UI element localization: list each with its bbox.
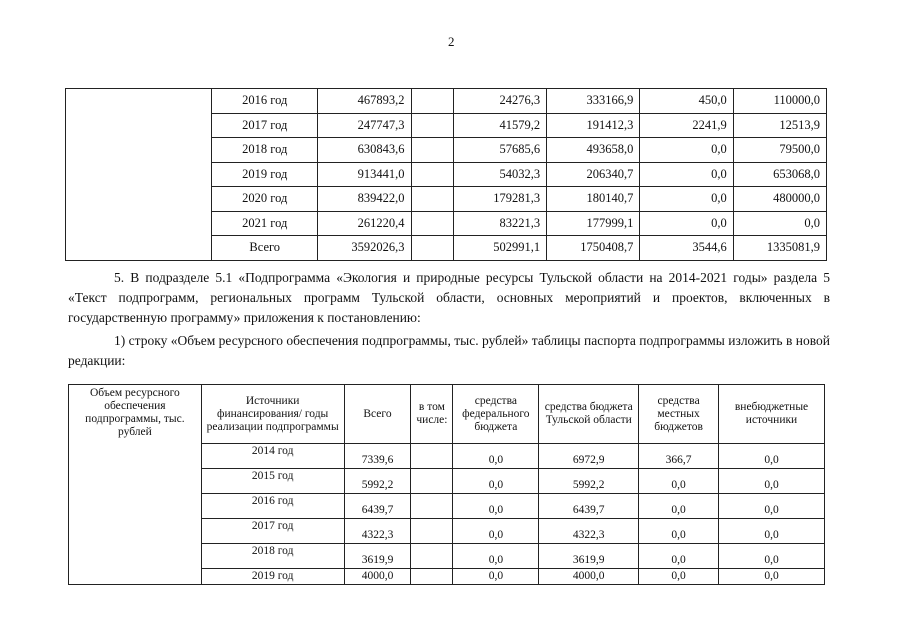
regional-cell: 6972,9 (539, 444, 639, 469)
total-cell: 467893,2 (318, 89, 411, 114)
total-cell: 3619,9 (344, 544, 411, 569)
header-total: Всего (344, 385, 411, 444)
total-cell: 6439,7 (344, 494, 411, 519)
in-that-cell (411, 187, 453, 212)
extra-cell: 480000,0 (733, 187, 826, 212)
local-cell: 0,0 (640, 138, 733, 163)
year-cell: Всего (212, 236, 318, 261)
in-that-cell (411, 236, 453, 261)
regional-cell: 493658,0 (547, 138, 640, 163)
regional-cell: 3619,9 (539, 544, 639, 569)
federal-cell: 0,0 (453, 444, 539, 469)
total-cell: 5992,2 (344, 469, 411, 494)
total-cell: 4000,0 (344, 569, 411, 585)
regional-cell: 191412,3 (547, 113, 640, 138)
in-that-cell (411, 113, 453, 138)
regional-cell: 180140,7 (547, 187, 640, 212)
extra-cell: 79500,0 (733, 138, 826, 163)
header-regional: средства бюджета Тульской области (539, 385, 639, 444)
total-cell: 247747,3 (318, 113, 411, 138)
year-cell: 2017 год (212, 113, 318, 138)
regional-cell: 5992,2 (539, 469, 639, 494)
federal-cell: 0,0 (453, 544, 539, 569)
total-cell: 913441,0 (318, 162, 411, 187)
local-cell: 366,7 (639, 444, 719, 469)
year-cell: 2014 год (201, 444, 344, 469)
header-local: средства местных бюджетов (639, 385, 719, 444)
federal-cell: 179281,3 (453, 187, 546, 212)
header-in-that: в том числе: (411, 385, 453, 444)
extra-cell: 0,0 (719, 469, 825, 494)
in-that-cell (411, 569, 453, 585)
header-federal: средства федерального бюджета (453, 385, 539, 444)
extra-cell: 0,0 (719, 544, 825, 569)
in-that-cell (411, 544, 453, 569)
year-cell: 2016 год (201, 494, 344, 519)
local-cell: 0,0 (639, 519, 719, 544)
header-sources: Источники финансирования/ годы реализации подпрограммы (201, 385, 344, 444)
regional-cell: 4322,3 (539, 519, 639, 544)
regional-cell: 206340,7 (547, 162, 640, 187)
extra-cell: 1335081,9 (733, 236, 826, 261)
regional-cell: 1750408,7 (547, 236, 640, 261)
federal-cell: 24276,3 (453, 89, 546, 114)
local-cell: 0,0 (640, 162, 733, 187)
in-that-cell (411, 469, 453, 494)
federal-cell: 54032,3 (453, 162, 546, 187)
local-cell: 0,0 (639, 569, 719, 585)
year-cell: 2016 год (212, 89, 318, 114)
funding-table-continued (65, 88, 827, 261)
year-cell: 2020 год (212, 187, 318, 212)
year-cell: 2019 год (201, 569, 344, 585)
local-cell: 0,0 (640, 211, 733, 236)
federal-cell: 83221,3 (453, 211, 546, 236)
local-cell: 0,0 (639, 544, 719, 569)
extra-cell: 0,0 (733, 211, 826, 236)
extra-cell: 0,0 (719, 569, 825, 585)
year-cell: 2021 год (212, 211, 318, 236)
funding-table-new (68, 384, 825, 585)
regional-cell: 4000,0 (539, 569, 639, 585)
total-cell: 839422,0 (318, 187, 411, 212)
extra-cell: 653068,0 (733, 162, 826, 187)
in-that-cell (411, 162, 453, 187)
paragraph-1: 1) строку «Объем ресурсного обеспечения подпрограммы, тыс. рублей» таблицы паспорта подпрограммы изложить в новой редакции: (68, 333, 830, 368)
in-that-cell (411, 519, 453, 544)
in-that-cell (411, 138, 453, 163)
extra-cell: 12513,9 (733, 113, 826, 138)
federal-cell: 0,0 (453, 569, 539, 585)
federal-cell: 0,0 (453, 494, 539, 519)
year-cell: 2017 год (201, 519, 344, 544)
federal-cell: 502991,1 (453, 236, 546, 261)
in-that-cell (411, 211, 453, 236)
local-cell: 450,0 (640, 89, 733, 114)
federal-cell: 57685,6 (453, 138, 546, 163)
local-cell: 0,0 (640, 187, 733, 212)
in-that-cell (411, 444, 453, 469)
year-cell: 2019 год (212, 162, 318, 187)
regional-cell: 6439,7 (539, 494, 639, 519)
local-cell: 2241,9 (640, 113, 733, 138)
page-number: 2 (448, 34, 455, 49)
extra-cell: 0,0 (719, 519, 825, 544)
year-cell: 2018 год (201, 544, 344, 569)
regional-cell: 333166,9 (547, 89, 640, 114)
local-cell: 3544,6 (640, 236, 733, 261)
federal-cell: 0,0 (453, 469, 539, 494)
federal-cell: 0,0 (453, 519, 539, 544)
total-cell: 261220,4 (318, 211, 411, 236)
in-that-cell (411, 89, 453, 114)
merged-label-cell (66, 89, 212, 261)
extra-cell: 0,0 (719, 444, 825, 469)
year-cell: 2018 год (212, 138, 318, 163)
total-cell: 630843,6 (318, 138, 411, 163)
local-cell: 0,0 (639, 469, 719, 494)
total-cell: 3592026,3 (318, 236, 411, 261)
resource-label-cell: Объем ресурсного обеспечения подпрограммы, тыс. рублей (69, 385, 202, 585)
total-cell: 4322,3 (344, 519, 411, 544)
in-that-cell (411, 494, 453, 519)
table-header-row (69, 385, 825, 444)
regional-cell: 177999,1 (547, 211, 640, 236)
extra-cell: 0,0 (719, 494, 825, 519)
table-row (66, 89, 827, 114)
extra-cell: 110000,0 (733, 89, 826, 114)
federal-cell: 41579,2 (453, 113, 546, 138)
local-cell: 0,0 (639, 494, 719, 519)
year-cell: 2015 год (201, 469, 344, 494)
paragraph-5: 5. В подразделе 5.1 «Подпрограмма «Экология и природные ресурсы Тульской области на 2014-2021 годы» раздела 5 «Текст подпрограмм, региональных программ Тульской области, основных мероприятий и проектов, включенных в государственную программу» приложения к постановлению: (68, 270, 830, 325)
header-extra: внебюджетные источники (719, 385, 825, 444)
total-cell: 7339,6 (344, 444, 411, 469)
